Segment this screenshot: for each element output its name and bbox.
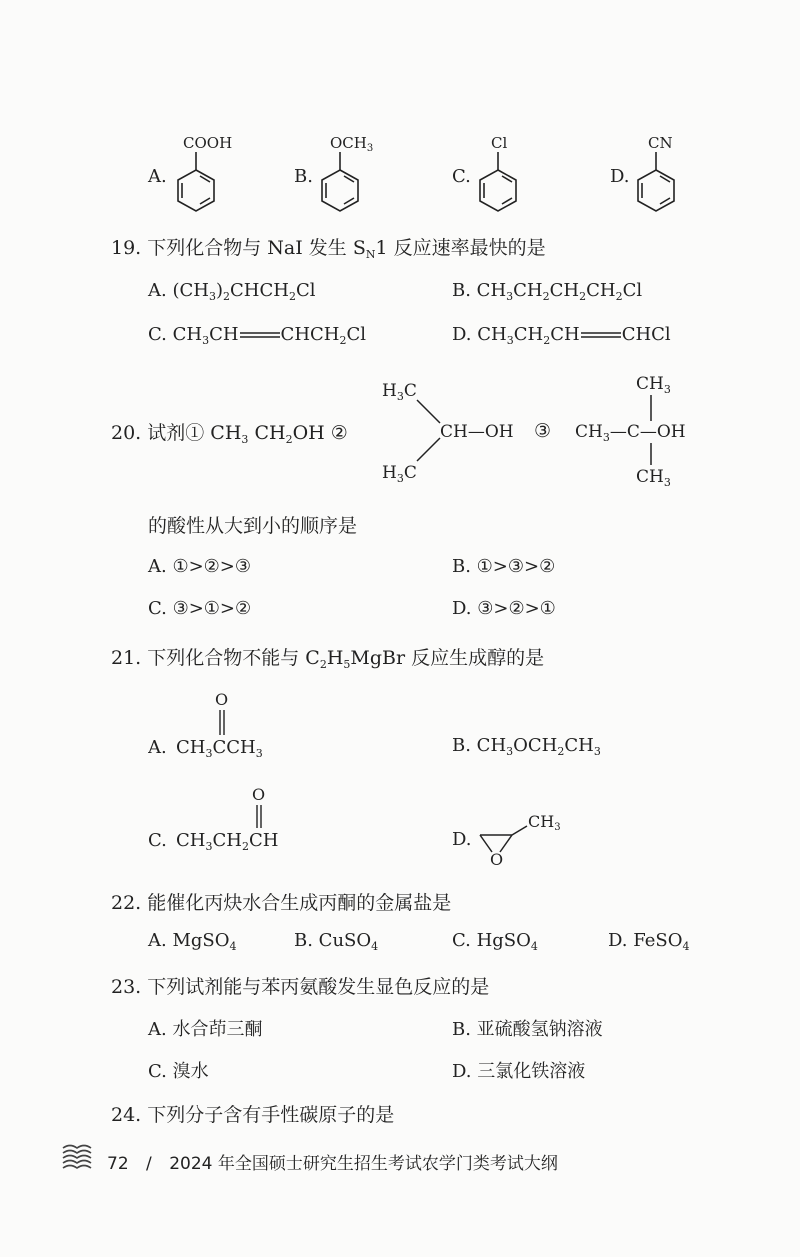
book-stack-icon [60, 1140, 94, 1174]
q20-option-a: A. ①>②>③ [148, 556, 252, 577]
footer [107, 1149, 558, 1174]
tert-butanol-methyl-top: $CH_3$ [636, 374, 671, 396]
q18-option-a-letter: A. [148, 166, 167, 187]
q23-stem: 23. 下列试剂能与苯丙氨酸发生显色反应的是 [111, 976, 490, 998]
svg-text:O: O [215, 690, 229, 709]
q18-option-b-letter: B. [294, 166, 313, 187]
q20-option-c: C. ③>①>② [148, 598, 252, 619]
svg-text:A.: A. [148, 737, 167, 758]
q18-structures [0, 120, 800, 220]
q19-option-a: A. $(CH_3)_2CHCH_2Cl$ [148, 280, 316, 303]
q22-option-d: D. FeSO$_4$ [608, 930, 690, 953]
q19-option-d: D. $CH_3CH_2CH$ CHCl [452, 324, 671, 347]
book-title: 2024 年全国硕士研究生招生考试农学门类考试大纲 [169, 1154, 558, 1174]
svg-text:CH3CH2CH: $CH_3CH_2CH$ [176, 830, 279, 853]
q20-circle-3: ③ [534, 420, 552, 442]
page-number: 72 [107, 1154, 129, 1174]
q20-option-b: B. ①>③>② [452, 556, 556, 577]
isopropanol-center: CH—OH [440, 422, 514, 442]
q18-option-d-letter: D. [610, 166, 630, 187]
q21-option-c [148, 780, 308, 860]
q24-stem: 24. 下列分子含有手性碳原子的是 [111, 1104, 395, 1126]
benzene-ring-b [322, 152, 358, 211]
svg-text:O: O [252, 785, 266, 804]
isopropanol-methyl-top: $H_3C$ [382, 381, 417, 403]
double-bond-icon [240, 330, 280, 340]
q22-option-c: C. HgSO$_4$ [452, 930, 538, 953]
q21-option-b: B. $CH_3OCH_2CH_3$ [452, 735, 601, 758]
svg-text:O: O [490, 850, 504, 867]
q18-group-b: $OCH_3$ [330, 134, 374, 154]
q23-option-c: C. 溴水 [148, 1061, 209, 1082]
double-bond-icon [581, 330, 621, 340]
q22-option-b: B. CuSO$_4$ [294, 930, 379, 953]
epoxide-ring-icon [480, 826, 527, 852]
tert-butanol-chain: $CH_3—C—OH$ [575, 422, 686, 444]
q22-stem: 22. 能催化丙炔水合生成丙酮的金属盐是 [111, 892, 452, 914]
q23-option-d: D. 三氯化铁溶液 [452, 1061, 586, 1082]
q21-option-d [452, 805, 582, 867]
q18-group-d: CN [648, 134, 673, 152]
svg-text:CH3CCH3: $CH_3CCH_3$ [176, 737, 263, 760]
tert-butanol-methyl-bottom: $CH_3$ [636, 467, 671, 489]
q19-option-c: C. $CH_3CH$ $CHCH_2Cl$ [148, 324, 367, 347]
svg-text:D.: D. [452, 829, 472, 850]
q19-stem: 19. 下列化合物与 NaI 发生 $S_N1$ 反应速率最快的是 [111, 237, 546, 261]
benzene-ring-a [178, 152, 214, 211]
svg-text:CH3: CH3 [528, 812, 561, 833]
q21-stem: 21. 下列化合物不能与 $C_2H_5MgBr$ 反应生成醇的是 [111, 647, 545, 671]
q19-option-b: B. $CH_3CH_2CH_2CH_2Cl$ [452, 280, 643, 303]
isopropanol-methyl-bottom: $H_3C$ [382, 463, 417, 485]
q18-option-c-letter: C. [452, 166, 471, 187]
q23-option-a: A. 水合茚三酮 [148, 1019, 263, 1040]
benzene-ring-c [480, 152, 516, 211]
q23-option-b: B. 亚硫酸氢钠溶液 [452, 1019, 603, 1040]
footer-separator: / [146, 1154, 152, 1174]
q20-structures [370, 365, 710, 495]
q18-group-c: Cl [491, 134, 508, 152]
svg-text:C.: C. [148, 830, 167, 851]
q20-follow: 的酸性从大到小的顺序是 [148, 515, 358, 537]
q22-option-a: A. MgSO$_4$ [148, 930, 237, 953]
q18-group-a: COOH [183, 134, 233, 152]
q20-option-d: D. ③>②>① [452, 598, 556, 619]
q20-stem: 20. 试剂① $CH_3$ $CH_2OH$ ② [111, 422, 348, 446]
q21-option-a [148, 685, 288, 765]
benzene-ring-d [638, 152, 674, 211]
